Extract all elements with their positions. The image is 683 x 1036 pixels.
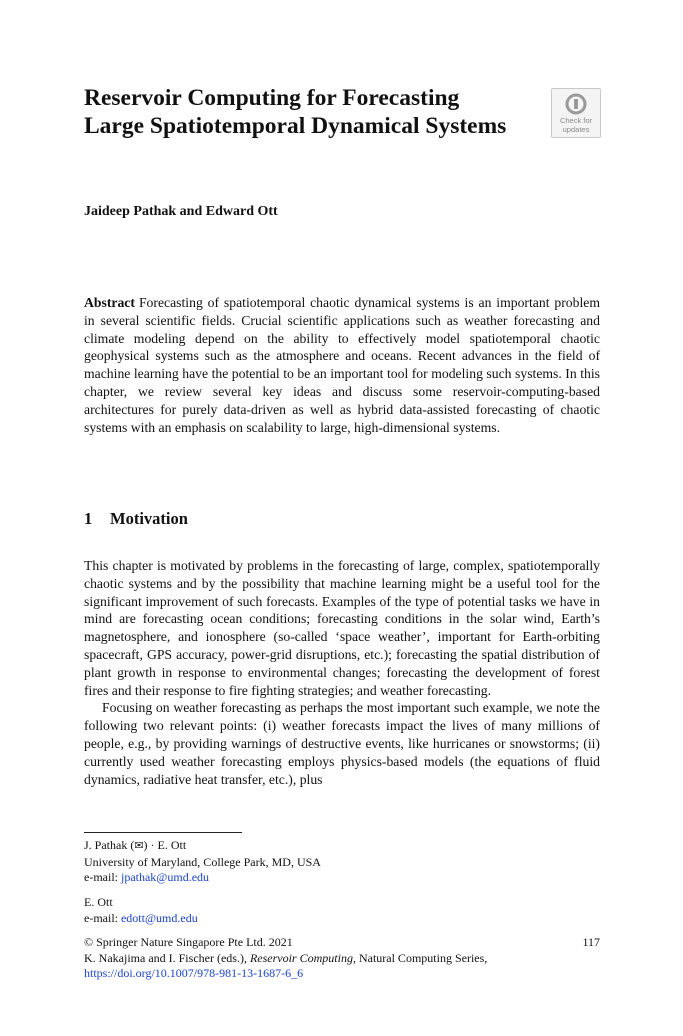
- section-title: Motivation: [110, 509, 188, 528]
- affiliation: University of Maryland, College Park, MD, USA: [84, 854, 321, 869]
- abstract: [84, 294, 600, 436]
- check-updates-icon: [565, 93, 587, 115]
- check-for-updates-badge[interactable]: [551, 88, 601, 138]
- email-link-pathak[interactable]: jpathak@umd.edu: [120, 870, 210, 885]
- abstract-text: Forecasting of spatiotemporal chaotic dynamical systems is an important problem in several scientific fields. Crucial scientific applications such as weather forecasting and climate modeling depend on the ability to effectively model spatiotemporal chaotic geophysical systems such as the atmosphere and oceans. Recent advances in the field of machine learning have the potential to be an important tool for modeling such systems. In this chapter, we review several key ideas and discuss some reservoir-computing-based architectures for purely data-driven as well as hybrid data-assisted forecasting of chaotic systems with an emphasis on scalability to large, high-dimensional systems.: [84, 295, 600, 435]
- authors: Jaideep Pathak and Edward Ott: [84, 204, 278, 219]
- doi-link[interactable]: https://doi.org/10.1007/978-981-13-1687-6_6: [84, 966, 304, 981]
- copyright: © Springer Nature Singapore Pte Ltd. 2021: [84, 935, 293, 949]
- chapter-title: Reservoir Computing for Forecasting Large Spatiotemporal Dynamical Systems: [84, 85, 507, 139]
- paragraph: This chapter is motivated by problems in the forecasting of large, complex, spatiotemporally chaotic systems and by the possibility that machine learning might be a useful tool for the significant improvement of such forecasts. Examples of the type of potential tasks we have in mind are forecasting ocean conditions; forecasting conditions in the solar wind, Earth’s magnetosphere, and ionosphere (so-called ‘space weather’, important for Earth-orbiting spacecraft, GPS accuracy, power-grid disruptions, etc.); forecasting the spatial distribution of plant growth in response to environmental changes; forecasting the development of forest fires and their response to fire fighting strategies; and weather forecasting.: [84, 558, 600, 698]
- section-heading: [84, 509, 188, 529]
- author-footnote: J. Pathak (✉) · E. Ott University of Maryland, College Park, MD, USA e-mail: jpathak@umd.edu: [84, 838, 321, 885]
- paragraph: Focusing on weather forecasting as perhaps the most important such example, we note the following two relevant points: (i) weather forecasts impact the lives of many millions of people, e.g., by providing warnings of destructive events, like hurricanes or snowstorms; (ii) currently used weather forecasting employs physics-based models (the equations of fluid dynamics, radiative heat transfer, etc.), plus: [84, 700, 600, 787]
- badge-line-2: updates: [562, 124, 590, 134]
- body-text: [84, 557, 600, 788]
- book-title: Reservoir Computing: [249, 950, 353, 965]
- section-number: 1: [84, 509, 93, 528]
- footnote-rule: [84, 832, 242, 833]
- envelope-icon: ✉: [134, 840, 144, 852]
- badge-line-1: Check for: [559, 116, 593, 125]
- page-number: 117: [582, 935, 600, 949]
- author2-footnote: E. Ott e-mail: edott@umd.edu: [84, 895, 198, 925]
- abstract-label: Abstract: [84, 295, 135, 310]
- citation-block: © Springer Nature Singapore Pte Ltd. 2021 K. Nakajima and I. Fischer (eds.), Reservoir Computing, Natural Computing Series, https://doi.org/10.1007/978-981-13-1687-6_6: [84, 935, 488, 981]
- email-link-ott[interactable]: edott@umd.edu: [120, 910, 198, 925]
